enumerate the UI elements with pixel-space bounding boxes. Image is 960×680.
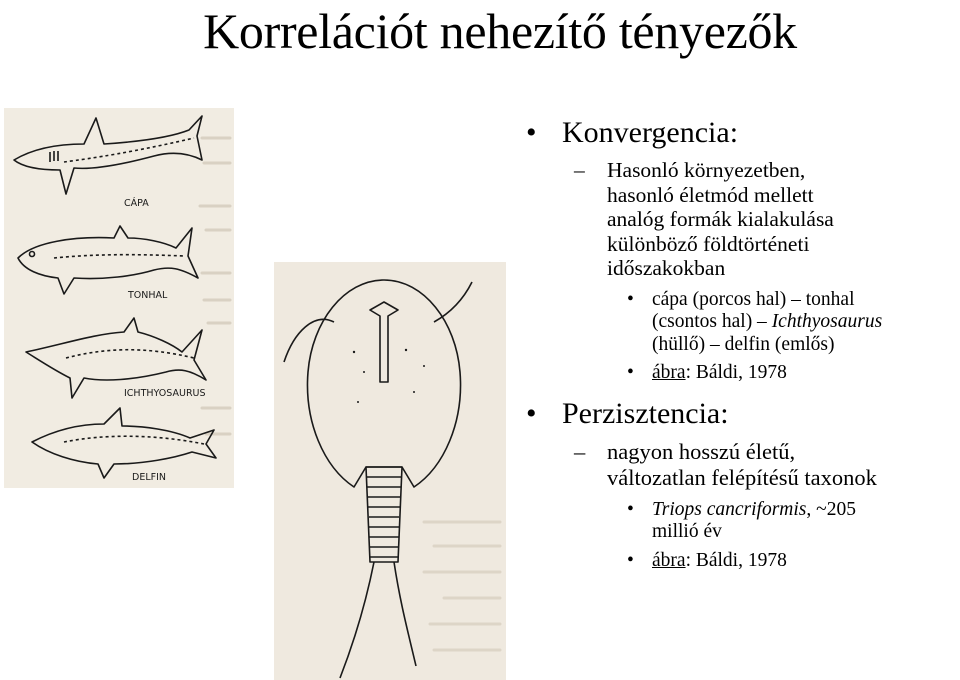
label-delfin: DELFIN <box>132 472 166 483</box>
konvergencia-examples: • cápa (porcos hal) – tonhal (csontos hal) – Ichthyosaurus (hüllő) – delfin (emlős) <box>627 288 883 355</box>
perzisztencia-example: • Triops cancriformis, ~205 millió év <box>627 498 856 542</box>
bullet-konvergencia: • Konvergencia: <box>526 116 739 149</box>
convergence-figure <box>4 108 234 488</box>
triops-figure <box>274 262 506 680</box>
bullet-list <box>522 116 960 578</box>
bullet-mark: • <box>526 116 537 149</box>
label-tonhal: TONHAL <box>128 290 168 301</box>
perzisztencia-heading: Perzisztencia <box>562 396 721 430</box>
source-link[interactable]: ábra <box>652 362 686 383</box>
perzisztencia-definition: – nagyon hosszú életű, változatlan felépítésű taxonok <box>574 438 877 490</box>
bullet-perzisztencia: • Perzisztencia: <box>526 396 729 430</box>
source-link[interactable]: ábra <box>652 549 686 571</box>
page-title: Korrelációt nehezítő tényezők <box>203 3 797 59</box>
konvergencia-definition: – Hasonló környezetben, hasonló életmód mellett analóg formák kialakulása különböző földtörténeti időszakokban <box>574 158 834 280</box>
konvergencia-heading: Konvergencia <box>562 116 730 149</box>
label-ichthyosaurus: ICHTHYOSAURUS <box>124 388 206 399</box>
label-capa: CÁPA <box>124 198 149 209</box>
perzisztencia-source: • ábra: Báldi, 1978 <box>627 549 787 571</box>
konvergencia-source: • ábra: Báldi, 1978 <box>627 362 787 383</box>
bullet-mark: • <box>526 396 537 430</box>
